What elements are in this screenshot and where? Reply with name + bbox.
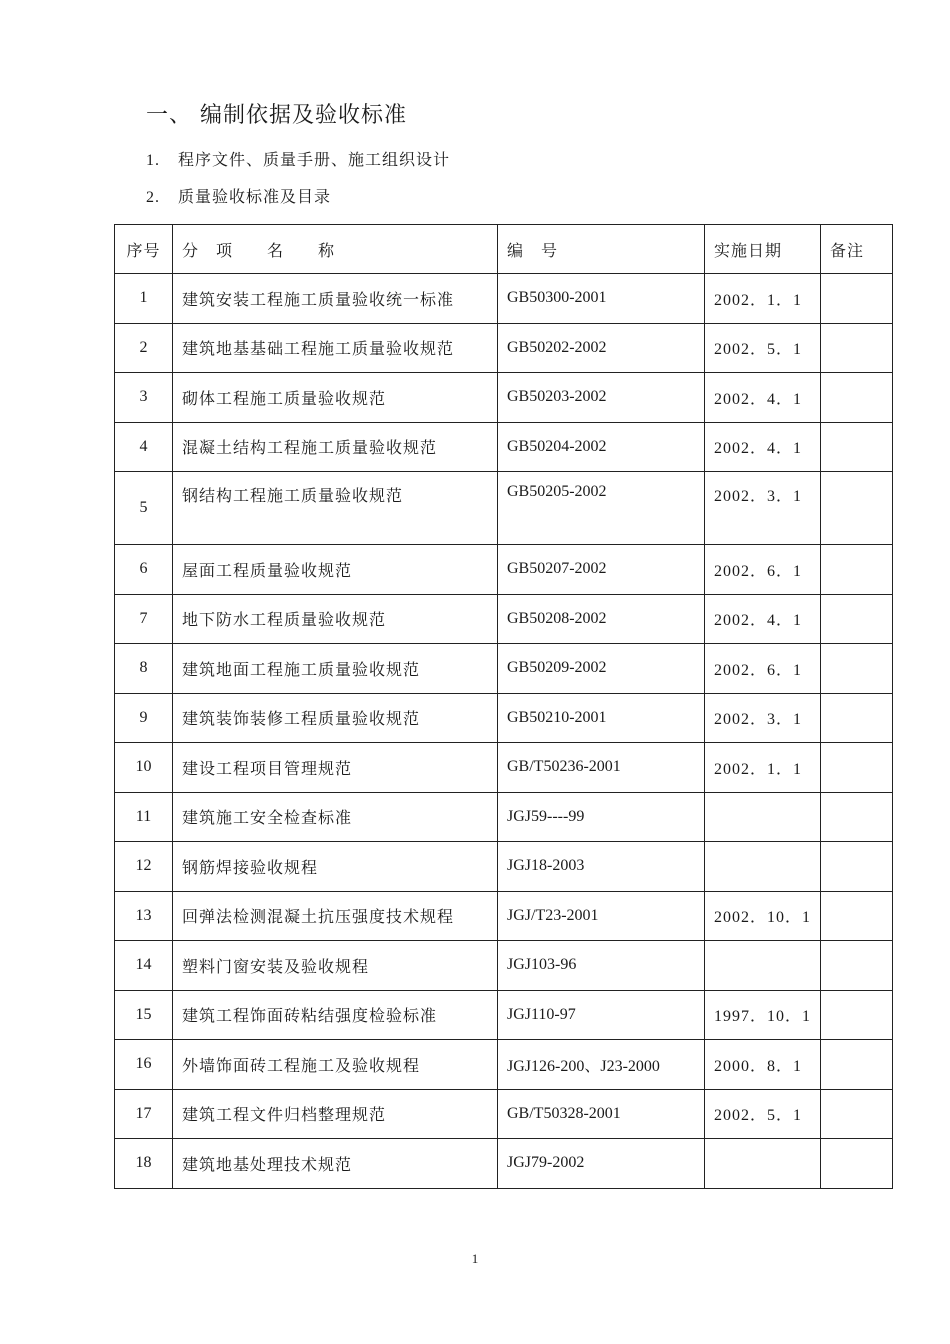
cell-code: JGJ79-2002 bbox=[498, 1139, 705, 1189]
header-name: 分 项 名 称 bbox=[173, 225, 498, 274]
cell-no: 2 bbox=[115, 323, 173, 373]
cell-name: 外墙饰面砖工程施工及验收规程 bbox=[173, 1040, 498, 1090]
header-no: 序号 bbox=[115, 225, 173, 274]
cell-note bbox=[821, 1040, 893, 1090]
header-code: 编 号 bbox=[498, 225, 705, 274]
table-row bbox=[115, 1089, 893, 1139]
cell-name: 建筑地面工程施工质量验收规范 bbox=[173, 644, 498, 694]
list-item-number: 2. bbox=[146, 189, 160, 206]
cell-no: 6 bbox=[115, 545, 173, 595]
table-row bbox=[115, 594, 893, 644]
cell-no: 16 bbox=[115, 1040, 173, 1090]
cell-no: 4 bbox=[115, 422, 173, 472]
list-item-number: 1. bbox=[146, 152, 160, 169]
cell-code: GB50205-2002 bbox=[498, 472, 705, 545]
cell-date: 2002．6．1 bbox=[705, 644, 821, 694]
cell-note bbox=[821, 373, 893, 423]
cell-note bbox=[821, 842, 893, 892]
cell-date: 2000．8．1 bbox=[705, 1040, 821, 1090]
cell-date: 2002．6．1 bbox=[705, 545, 821, 595]
cell-date: 2002．3．1 bbox=[705, 472, 821, 545]
cell-code: JGJ110-97 bbox=[498, 990, 705, 1040]
cell-date bbox=[705, 842, 821, 892]
cell-date bbox=[705, 941, 821, 991]
cell-date: 2002．4．1 bbox=[705, 594, 821, 644]
cell-no: 14 bbox=[115, 941, 173, 991]
cell-name: 屋面工程质量验收规范 bbox=[173, 545, 498, 595]
header-date: 实施日期 bbox=[705, 225, 821, 274]
cell-code: JGJ103-96 bbox=[498, 941, 705, 991]
cell-no: 10 bbox=[115, 743, 173, 793]
cell-code: GB50207-2002 bbox=[498, 545, 705, 595]
cell-note bbox=[821, 792, 893, 842]
cell-no: 8 bbox=[115, 644, 173, 694]
cell-name: 建筑地基基础工程施工质量验收规范 bbox=[173, 323, 498, 373]
cell-note bbox=[821, 1139, 893, 1189]
cell-name: 砌体工程施工质量验收规范 bbox=[173, 373, 498, 423]
cell-no: 12 bbox=[115, 842, 173, 892]
standards-table bbox=[114, 224, 893, 1189]
list-item-text: 质量验收标准及目录 bbox=[178, 187, 332, 206]
table-row bbox=[115, 644, 893, 694]
cell-no: 3 bbox=[115, 373, 173, 423]
cell-note bbox=[821, 941, 893, 991]
cell-note bbox=[821, 422, 893, 472]
table-row bbox=[115, 1040, 893, 1090]
cell-code: JGJ/T23-2001 bbox=[498, 891, 705, 941]
cell-date: 2002．5．1 bbox=[705, 323, 821, 373]
table-row bbox=[115, 1139, 893, 1189]
table-row bbox=[115, 842, 893, 892]
cell-name: 建筑地基处理技术规范 bbox=[173, 1139, 498, 1189]
cell-name: 钢筋焊接验收规程 bbox=[173, 842, 498, 892]
cell-no: 5 bbox=[115, 472, 173, 545]
cell-name: 建筑工程饰面砖粘结强度检验标准 bbox=[173, 990, 498, 1040]
cell-no: 13 bbox=[115, 891, 173, 941]
table-row bbox=[115, 941, 893, 991]
cell-name: 建筑安装工程施工质量验收统一标准 bbox=[173, 274, 498, 324]
cell-note bbox=[821, 891, 893, 941]
cell-date: 2002．5．1 bbox=[705, 1089, 821, 1139]
cell-no: 11 bbox=[115, 792, 173, 842]
section-heading: 一、 编制依据及验收标准 bbox=[146, 103, 407, 128]
cell-date: 2002．4．1 bbox=[705, 422, 821, 472]
cell-date: 2002．10．1 bbox=[705, 891, 821, 941]
cell-note bbox=[821, 693, 893, 743]
cell-code: GB50204-2002 bbox=[498, 422, 705, 472]
cell-code: JGJ18-2003 bbox=[498, 842, 705, 892]
table-row bbox=[115, 323, 893, 373]
cell-name: 建筑装饰装修工程质量验收规范 bbox=[173, 693, 498, 743]
cell-code: GB50203-2002 bbox=[498, 373, 705, 423]
cell-name: 回弹法检测混凝土抗压强度技术规程 bbox=[173, 891, 498, 941]
table-header-row bbox=[115, 225, 893, 274]
cell-name: 建设工程项目管理规范 bbox=[173, 743, 498, 793]
table-row bbox=[115, 743, 893, 793]
cell-code: GB50208-2002 bbox=[498, 594, 705, 644]
cell-date: 2002．1．1 bbox=[705, 274, 821, 324]
cell-note bbox=[821, 644, 893, 694]
cell-date: 1997．10．1 bbox=[705, 990, 821, 1040]
page-number: 1 bbox=[471, 1251, 479, 1266]
cell-code: GB50300-2001 bbox=[498, 274, 705, 324]
table-row bbox=[115, 891, 893, 941]
table-row bbox=[115, 422, 893, 472]
table-row bbox=[115, 373, 893, 423]
cell-no: 15 bbox=[115, 990, 173, 1040]
cell-note bbox=[821, 990, 893, 1040]
cell-date bbox=[705, 792, 821, 842]
table-body bbox=[115, 274, 893, 1189]
cell-note bbox=[821, 274, 893, 324]
cell-no: 9 bbox=[115, 693, 173, 743]
cell-note bbox=[821, 1089, 893, 1139]
cell-note bbox=[821, 323, 893, 373]
table-row bbox=[115, 472, 893, 545]
cell-date bbox=[705, 1139, 821, 1189]
cell-note bbox=[821, 743, 893, 793]
cell-name: 混凝土结构工程施工质量验收规范 bbox=[173, 422, 498, 472]
cell-code: GB50202-2002 bbox=[498, 323, 705, 373]
table-row bbox=[115, 990, 893, 1040]
cell-code: GB50210-2001 bbox=[498, 693, 705, 743]
cell-no: 17 bbox=[115, 1089, 173, 1139]
cell-no: 18 bbox=[115, 1139, 173, 1189]
cell-name: 建筑施工安全检查标准 bbox=[173, 792, 498, 842]
table-row bbox=[115, 274, 893, 324]
table-row bbox=[115, 693, 893, 743]
cell-date: 2002．1．1 bbox=[705, 743, 821, 793]
cell-name: 塑料门窗安装及验收规程 bbox=[173, 941, 498, 991]
cell-name: 钢结构工程施工质量验收规范 bbox=[173, 472, 498, 545]
cell-code: GB/T50328-2001 bbox=[498, 1089, 705, 1139]
cell-note bbox=[821, 594, 893, 644]
cell-name: 地下防水工程质量验收规范 bbox=[173, 594, 498, 644]
list-item bbox=[146, 149, 450, 172]
cell-note bbox=[821, 472, 893, 545]
list-item bbox=[146, 186, 331, 209]
cell-name: 建筑工程文件归档整理规范 bbox=[173, 1089, 498, 1139]
cell-code: JGJ59----99 bbox=[498, 792, 705, 842]
table-row bbox=[115, 792, 893, 842]
header-note: 备注 bbox=[821, 225, 893, 274]
cell-date: 2002．3．1 bbox=[705, 693, 821, 743]
cell-no: 1 bbox=[115, 274, 173, 324]
cell-note bbox=[821, 545, 893, 595]
cell-code: GB/T50236-2001 bbox=[498, 743, 705, 793]
cell-code: JGJ126-200、J23-2000 bbox=[498, 1040, 705, 1090]
list-item-text: 程序文件、质量手册、施工组织设计 bbox=[178, 150, 451, 169]
table-row bbox=[115, 545, 893, 595]
cell-code: GB50209-2002 bbox=[498, 644, 705, 694]
cell-date: 2002．4．1 bbox=[705, 373, 821, 423]
cell-no: 7 bbox=[115, 594, 173, 644]
